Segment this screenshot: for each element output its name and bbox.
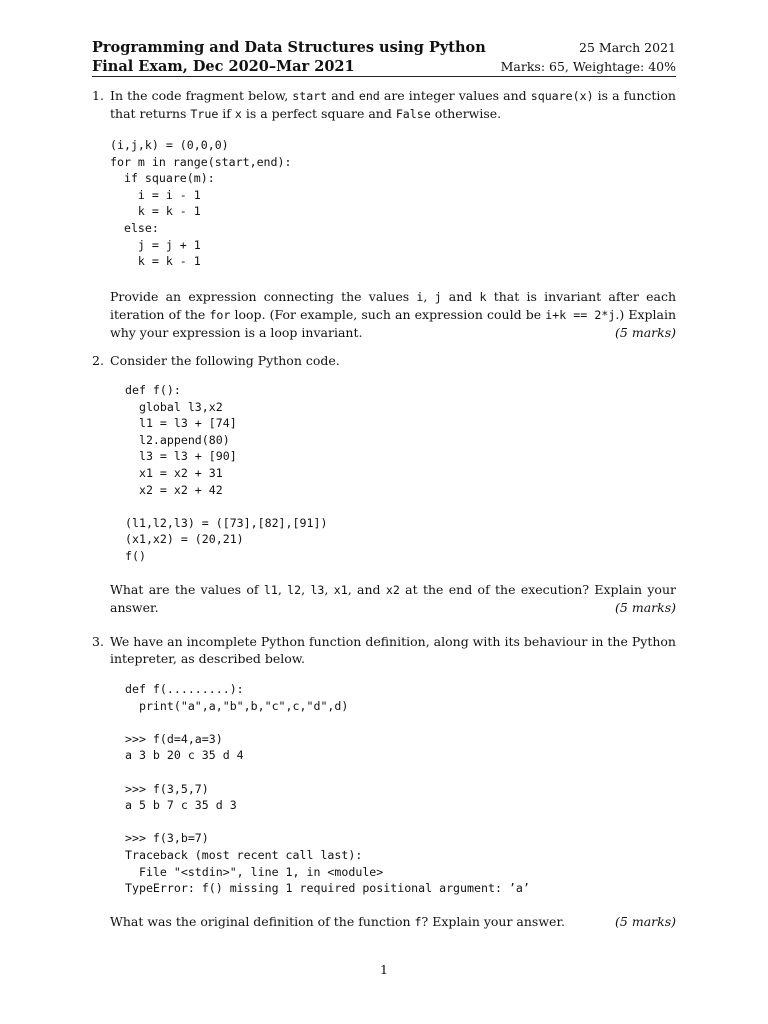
question-1: [92, 87, 676, 341]
page-number: 1: [380, 962, 388, 977]
question-2: [92, 352, 676, 616]
course-title: Programming and Data Structures using Python: [92, 39, 486, 56]
code-block: def f(.........): print("a",a,"b",b,"c",c,"d",d) >>> f(d=4,a=3) a 3 b 20 c 35 d 4 >>> f(3,5,7) a 5 b 7 c 35 d 3 >>> f(3,b=7) Traceback (most recent call last): File "<stdin>", line 1, in <module> TypeError: f() missing 1 required positional argument: ’a’: [125, 682, 530, 896]
question-intro: Consider the following Python code.: [110, 353, 340, 368]
marks-info: Marks: 65, Weightage: 40%: [500, 59, 676, 74]
question-intro: We have an incomplete Python function definition, along with its behaviour in the Python intepreter, as described below.: [110, 634, 676, 666]
question-text: What are the values of l1, l2, l3, x1, and x2 at the end of the execution? Explain your answer. (5 marks): [110, 581, 676, 615]
question-number: 2.: [92, 353, 104, 368]
question-text: What was the original definition of the function f? Explain your answer. (5 marks): [110, 913, 676, 929]
question-number: 3.: [92, 634, 104, 649]
exam-title: Final Exam, Dec 2020–Mar 2021: [92, 58, 355, 75]
code-block: (i,j,k) = (0,0,0) for m in range(start,end): if square(m): i = i - 1 k = k - 1 else: j = j + 1 k = k - 1: [110, 138, 292, 269]
question-3: [92, 633, 676, 931]
marks-label: (5 marks): [615, 599, 676, 615]
exam-date: 25 March 2021: [579, 40, 676, 55]
header-rule: [92, 76, 676, 77]
question-number: 1.: [92, 88, 104, 103]
code-block: def f(): global l3,x2 l1 = l3 + [74] l2.append(80) l3 = l3 + [90] x1 = x2 + 31 x2 = x2 + 42 (l1,l2,l3) = ([73],[82],[91]) (x1,x2) = (20,21) f(): [125, 383, 328, 563]
marks-label: (5 marks): [615, 913, 676, 929]
question-text: Provide an expression connecting the values i, j and k that is invariant after each iteration of the for loop. (For example, such an expression could be i+k == 2*j.) Explain why your expression is a loop invariant. (5 marks): [110, 288, 676, 340]
marks-label: (5 marks): [615, 324, 676, 340]
question-intro: In the code fragment below, start and end are integer values and square(x) is a function that returns True if x is a perfect square and False otherwise.: [110, 88, 676, 121]
page-header: [92, 38, 676, 76]
